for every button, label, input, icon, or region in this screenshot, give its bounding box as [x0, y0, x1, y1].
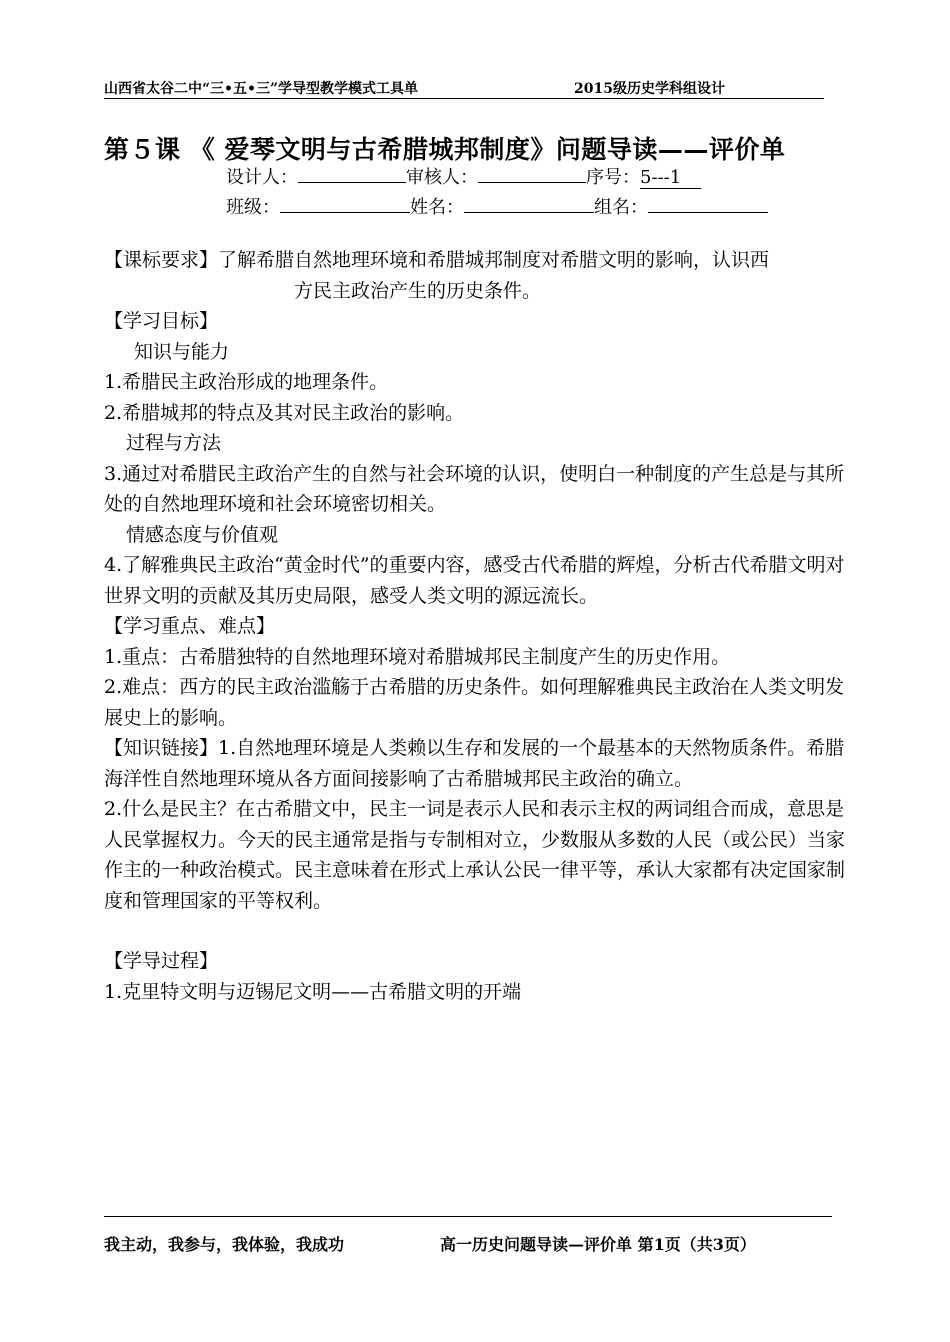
group-label: 组名： — [594, 197, 648, 218]
footer-motto: 我主动，我参与，我体验，我成功 — [104, 1235, 345, 1254]
objectives-heading: 【学习目标】 — [104, 310, 219, 332]
curriculum-requirement — [104, 245, 849, 276]
knowledge-heading: 知识与能力 — [134, 340, 230, 363]
page-header — [104, 78, 824, 99]
knowledge-link-1 — [104, 733, 849, 794]
objective-4: 4.了解雅典民主政治“黄金时代”的重要内容，感受古代希腊的辉煌，分析古代希腊文明对世界文明的贡献及其历史局限，感受人类文明的源远流长。 — [104, 554, 845, 607]
reviewer-label: 审核人： — [406, 167, 478, 188]
meta-row-2 — [226, 193, 768, 219]
key-points-heading: 【学习重点、难点】 — [104, 615, 276, 637]
knowledge-link-heading: 【知识链接】 — [104, 737, 219, 759]
class-label: 班级： — [226, 197, 280, 218]
knowledge-link-2: 2.什么是民主？在古希腊文中，民主一词是表示人民和表示主权的两词组合而成，意思是人民掌握权力。今天的民主通常是指与专制相对立，少数服从多数的人民（或公民）当家作主的一种政治模式。民主意味着在形式上承认公民一律平等，承认大家都有决定国家制度和管理国家的平等权利。 — [104, 798, 846, 912]
serial-value: 5---1 — [640, 167, 701, 189]
objective-3: 3.通过对希腊民主政治产生的自然与社会环境的认识，使明白一种制度的产生总是与其所处的自然地理环境和社会环境密切相关。 — [104, 462, 845, 515]
key-point-2: 2.难点：西方的民主政治滥觞于古希腊的历史条件。如何理解雅典民主政治在人类文明发展史上的影响。 — [104, 676, 845, 729]
process-heading: 过程与方法 — [126, 432, 222, 454]
footer-page-info: 高一历史问题导读—评价单 第1页（共3页） — [440, 1235, 756, 1254]
designer-label: 设计人： — [226, 167, 298, 188]
objective-1: 1.希腊民主政治形成的地理条件。 — [104, 371, 389, 393]
process-main-heading: 【学导过程】 — [104, 950, 219, 972]
serial-label: 序号： — [586, 167, 640, 188]
name-field[interactable] — [464, 194, 594, 213]
designer-field[interactable] — [298, 164, 406, 183]
name-label: 姓名： — [410, 197, 464, 218]
group-field[interactable] — [648, 194, 768, 213]
process-step-1: 1.克里特文明与迈锡尼文明——古希腊文明的开端 — [104, 980, 522, 1003]
header-school: 山西省太谷二中“三•五•三”学导型教学模式工具单 — [104, 81, 419, 97]
document-body — [104, 245, 849, 1007]
page-footer — [104, 1232, 756, 1255]
curriculum-heading: 【课标要求】 — [104, 249, 219, 271]
page-title: 第５课 《 爱琴文明与古希腊城邦制度》问题导读——评价单 — [104, 135, 786, 164]
reviewer-field[interactable] — [478, 164, 586, 183]
footer-divider — [104, 1216, 832, 1217]
class-field[interactable] — [280, 194, 410, 213]
header-designer: 2015级历史学科组设计 — [574, 81, 725, 97]
meta-row-1 — [226, 163, 701, 189]
objective-2: 2.希腊城邦的特点及其对民主政治的影响。 — [104, 401, 465, 424]
key-point-1: 1.重点：古希腊独特的自然地理环境对希腊城邦民主制度产生的历史作用。 — [104, 645, 731, 668]
curriculum-text: 了解希腊自然地理环境和希腊城邦制度对希腊文明的影响，认识西 — [218, 249, 770, 271]
emotion-heading: 情感态度与价值观 — [126, 523, 279, 546]
spacer — [104, 916, 849, 946]
knowledge-link-1-text: 1.自然地理环境是人类赖以生存和发展的一个最基本的天然物质条件。希腊海洋性自然地理环境从各方面间接影响了古希腊城邦民主政治的确立。 — [104, 737, 845, 790]
curriculum-text-cont: 方民主政治产生的历史条件。 — [294, 279, 542, 302]
